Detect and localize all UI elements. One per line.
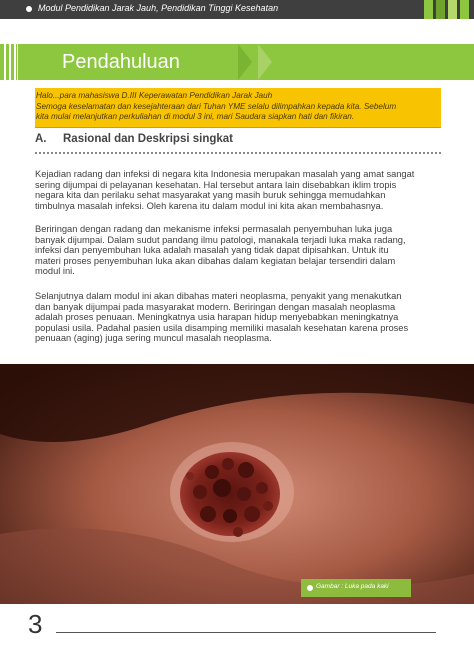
header-accent-square: [424, 0, 433, 19]
wound-illustration: [0, 364, 474, 604]
header-accent-square: [436, 0, 445, 19]
paragraph-line: adalah proses penuaan. Meningkatnya usia harapan hidup menyebabkan meningkatnya: [35, 312, 399, 323]
photo-caption: [301, 579, 411, 597]
paragraph-line: Beriringan dengan radang dan mekanisme infeksi permasalah penyembuhan luka juga: [35, 224, 393, 234]
paragraph-line: populasi usila. Padahal pasien usila disamping memiliki masalah kesehatan karena proses: [35, 322, 409, 333]
intro-line: kita mulai melanjutkan perkuliahan di modul 3 ini, mari Saudara siapkan hati dan fikiran.: [36, 112, 355, 121]
dotted-divider: [35, 152, 441, 154]
paragraph-line: materi proses penyembuhan luka akan dibahas dalam kegiatan belajar tersendiri dalam: [35, 255, 396, 266]
header-accent-square: [448, 0, 457, 19]
paragraph-line: negara kita dan perilaku sehat masyarakat yang masih buruk sehingga memudahkan: [35, 190, 386, 201]
section-letter: A.: [35, 133, 47, 145]
section-heading: [35, 133, 233, 145]
section-banner: [18, 44, 474, 80]
section-title: Rasional dan Deskripsi singkat: [63, 133, 234, 145]
paragraph-line: dan banyak dijumpai pada masyarakat modern. Beriringan dengan masalah neoplasma: [35, 301, 396, 312]
intro-box: [35, 88, 441, 128]
paragraph-line: sering dijumpai di pelayanan kesehatan. Hal tersebut antara lain disebabkan iklim tropis: [35, 179, 397, 190]
paragraph: [35, 291, 447, 344]
header-bar: [0, 0, 474, 19]
intro-line: Halo...para mahasiswa D.III Keperawatan Pendidikan Jarak Jauh: [36, 91, 273, 100]
paragraph-line: infeksi dan penyembuhan luka adalah masalah yang tidak dapat dipisahkan. Untuk itu: [35, 245, 389, 256]
chevron-right-icon: [238, 44, 252, 80]
paragraph-line: Selanjutnya dalam modul ini akan dibahas materi neoplasma, penyakit yang menakutkan: [35, 291, 402, 301]
header-accent-square: [460, 0, 469, 19]
caption-text: Gambar : Luka pada kaki: [316, 583, 389, 590]
intro-line: Semoga keselamatan dan kesejahteraan dari Tuhan YME selalu dilimpahkan kepada kita. Sebelum: [36, 101, 397, 111]
chevron-right-icon: [258, 44, 272, 80]
header-title: Modul Pendidikan Jarak Jauh, Pendidikan Tinggi Kesehatan: [38, 3, 279, 13]
wound-photo: [0, 364, 474, 604]
paragraph-line: Kejadian radang dan infeksi di negara kita Indonesia merupakan masalah yang amat sangat: [35, 169, 415, 179]
paragraph: [35, 169, 447, 211]
bullet-icon: [26, 6, 32, 12]
paragraph-line: banyak dijumpai. Dalam sudut pandang ilmu patologi, manakala terjadi luka maka radang,: [35, 234, 406, 245]
bullet-icon: [307, 585, 313, 591]
paragraph: [35, 224, 447, 277]
paragraph-line: penuaan (aging) juga sering muncul masalah neoplasma.: [35, 333, 272, 344]
footer-divider: [56, 632, 436, 633]
paragraph-line: timbulnya masalah infeksi. Oleh karena itu dalam modul ini kita akan membahasnya.: [35, 200, 384, 211]
left-stripe-decoration: [0, 44, 17, 80]
page-number: 3: [28, 609, 43, 639]
page-title: Pendahuluan: [62, 51, 180, 73]
paragraph-line: modul ini.: [35, 266, 75, 277]
